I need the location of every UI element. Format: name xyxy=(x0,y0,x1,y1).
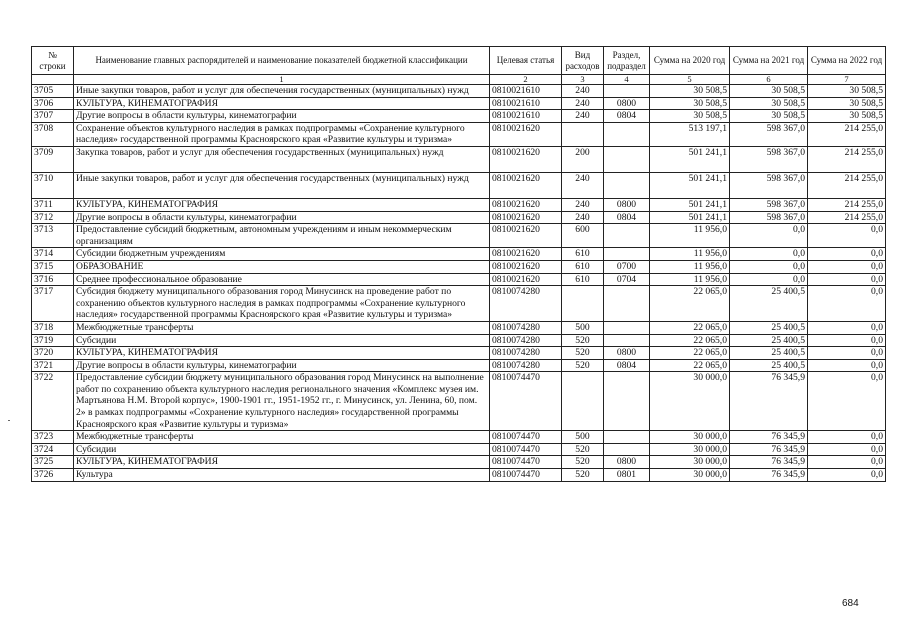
row-sum-2020: 30 000,0 xyxy=(650,443,730,456)
row-sum-2020: 22 065,0 xyxy=(650,321,730,334)
row-section xyxy=(604,443,650,456)
row-expense-type xyxy=(562,372,604,431)
row-sum-2020: 11 956,0 xyxy=(650,273,730,286)
table-row xyxy=(32,224,886,248)
row-number: 3716 xyxy=(32,273,74,286)
row-name: Закупка товаров, работ и услуг для обеспечения государственных (муниципальных) нужд xyxy=(74,146,490,172)
row-sum-2022: 0,0 xyxy=(808,224,886,248)
row-sum-2020: 11 956,0 xyxy=(650,260,730,273)
row-expense-type: 240 xyxy=(562,110,604,123)
row-name: Субсидии бюджетным учреждениям xyxy=(74,248,490,261)
row-expense-type: 520 xyxy=(562,456,604,469)
row-sum-2022: 0,0 xyxy=(808,359,886,372)
row-target: 0810021620 xyxy=(490,224,562,248)
row-sum-2022: 0,0 xyxy=(808,469,886,482)
row-sum-2021: 25 400,5 xyxy=(730,347,808,360)
row-sum-2020: 30 508,5 xyxy=(650,110,730,123)
row-number: 3718 xyxy=(32,321,74,334)
row-expense-type: 500 xyxy=(562,431,604,444)
row-sum-2020: 11 956,0 xyxy=(650,224,730,248)
row-section xyxy=(604,122,650,146)
row-expense-type xyxy=(562,122,604,146)
row-sum-2020: 22 065,0 xyxy=(650,286,730,322)
row-name: Иные закупки товаров, работ и услуг для обеспечения государственных (муниципальных) нужд xyxy=(74,85,490,98)
row-sum-2022: 0,0 xyxy=(808,334,886,347)
header-section: Раздел, подраздел xyxy=(604,47,650,75)
row-expense-type: 610 xyxy=(562,248,604,261)
header-expense-type: Вид расходов xyxy=(562,47,604,75)
row-target: 0810074470 xyxy=(490,431,562,444)
row-name: ОБРАЗОВАНИЕ xyxy=(74,260,490,273)
row-number: 3722 xyxy=(32,372,74,431)
row-sum-2020: 513 197,1 xyxy=(650,122,730,146)
row-sum-2021: 598 367,0 xyxy=(730,172,808,198)
row-target: 0810074280 xyxy=(490,334,562,347)
row-number: 3720 xyxy=(32,347,74,360)
row-sum-2021: 76 345,9 xyxy=(730,469,808,482)
row-sum-2022: 0,0 xyxy=(808,260,886,273)
table-row xyxy=(32,85,886,98)
row-sum-2021: 0,0 xyxy=(730,273,808,286)
table-row xyxy=(32,321,886,334)
row-sum-2021: 25 400,5 xyxy=(730,286,808,322)
row-number: 3726 xyxy=(32,469,74,482)
row-target: 0810021620 xyxy=(490,146,562,172)
row-section xyxy=(604,286,650,322)
column-number: 7 xyxy=(808,75,886,85)
row-number: 3725 xyxy=(32,456,74,469)
row-sum-2021: 598 367,0 xyxy=(730,146,808,172)
row-sum-2020: 22 065,0 xyxy=(650,347,730,360)
row-target: 0810074280 xyxy=(490,286,562,322)
row-sum-2022: 214 255,0 xyxy=(808,198,886,211)
row-name: Другие вопросы в области культуры, кинематографии xyxy=(74,110,490,123)
row-target: 0810021610 xyxy=(490,110,562,123)
row-sum-2021: 76 345,9 xyxy=(730,456,808,469)
row-section xyxy=(604,172,650,198)
row-sum-2020: 30 000,0 xyxy=(650,456,730,469)
row-number: 3710 xyxy=(32,172,74,198)
row-sum-2020: 30 508,5 xyxy=(650,97,730,110)
row-sum-2022: 0,0 xyxy=(808,321,886,334)
row-sum-2020: 30 000,0 xyxy=(650,372,730,431)
row-expense-type: 240 xyxy=(562,97,604,110)
row-expense-type: 500 xyxy=(562,321,604,334)
table-row xyxy=(32,122,886,146)
row-sum-2020: 30 000,0 xyxy=(650,431,730,444)
row-number: 3711 xyxy=(32,198,74,211)
row-name: Предоставление субсидии бюджету муниципального образования город Минусинск на выполнение работ по сохранению объекта культурного наследия регионального значения «Комплекс музея им. Мартьянова Н.М. Второй корпус», 1900-1901 гг., 1951-1952 гг., г. Минусинск, ул. Ленина, 60, пом. 2» в рамках подпрограммы «Сохранение культурного наследия» государственной программы Красноярского края «Развитие культуры и туризма» xyxy=(74,372,490,431)
row-sum-2021: 598 367,0 xyxy=(730,122,808,146)
row-target: 0810021620 xyxy=(490,211,562,224)
row-target: 0810074280 xyxy=(490,347,562,360)
row-number: 3709 xyxy=(32,146,74,172)
row-sum-2021: 76 345,9 xyxy=(730,431,808,444)
row-sum-2020: 22 065,0 xyxy=(650,334,730,347)
row-number: 3713 xyxy=(32,224,74,248)
table-row xyxy=(32,443,886,456)
table-row xyxy=(32,456,886,469)
table-row xyxy=(32,260,886,273)
row-sum-2020: 501 241,1 xyxy=(650,146,730,172)
table-row xyxy=(32,211,886,224)
row-sum-2020: 11 956,0 xyxy=(650,248,730,261)
header-sum-2021: Сумма на 2021 год xyxy=(730,47,808,75)
row-sum-2021: 25 400,5 xyxy=(730,359,808,372)
row-expense-type: 240 xyxy=(562,198,604,211)
row-sum-2020: 30 508,5 xyxy=(650,85,730,98)
row-name: Культура xyxy=(74,469,490,482)
row-target: 0810021620 xyxy=(490,273,562,286)
row-number: 3721 xyxy=(32,359,74,372)
row-number: 3717 xyxy=(32,286,74,322)
row-target: 0810074470 xyxy=(490,456,562,469)
row-sum-2021: 0,0 xyxy=(730,260,808,273)
table-row xyxy=(32,347,886,360)
row-target: 0810021620 xyxy=(490,172,562,198)
row-sum-2021: 76 345,9 xyxy=(730,372,808,431)
table-row xyxy=(32,172,886,198)
header-sum-2022: Сумма на 2022 год xyxy=(808,47,886,75)
table-row xyxy=(32,273,886,286)
column-number: 5 xyxy=(650,75,730,85)
row-sum-2020: 501 241,1 xyxy=(650,198,730,211)
table-body xyxy=(32,85,886,482)
row-sum-2020: 22 065,0 xyxy=(650,359,730,372)
row-number: 3724 xyxy=(32,443,74,456)
row-sum-2022: 214 255,0 xyxy=(808,122,886,146)
row-expense-type: 610 xyxy=(562,260,604,273)
row-target: 0810021620 xyxy=(490,198,562,211)
header-row-no: № строки xyxy=(32,47,74,75)
table-row xyxy=(32,110,886,123)
row-section xyxy=(604,85,650,98)
row-number: 3712 xyxy=(32,211,74,224)
row-sum-2021: 598 367,0 xyxy=(730,211,808,224)
row-expense-type: 520 xyxy=(562,469,604,482)
row-target: 0810021620 xyxy=(490,248,562,261)
row-target: 0810021620 xyxy=(490,260,562,273)
row-sum-2022: 30 508,5 xyxy=(808,110,886,123)
row-expense-type: 240 xyxy=(562,85,604,98)
table-row xyxy=(32,359,886,372)
table-row xyxy=(32,198,886,211)
row-sum-2022: 214 255,0 xyxy=(808,172,886,198)
row-expense-type: 240 xyxy=(562,172,604,198)
row-sum-2021: 76 345,9 xyxy=(730,443,808,456)
row-name: Другие вопросы в области культуры, кинематографии xyxy=(74,359,490,372)
row-number: 3719 xyxy=(32,334,74,347)
row-sum-2021: 30 508,5 xyxy=(730,85,808,98)
row-target: 0810021620 xyxy=(490,122,562,146)
row-sum-2022: 0,0 xyxy=(808,372,886,431)
row-sum-2021: 25 400,5 xyxy=(730,334,808,347)
row-name: КУЛЬТУРА, КИНЕМАТОГРАФИЯ xyxy=(74,97,490,110)
row-sum-2022: 0,0 xyxy=(808,456,886,469)
row-sum-2020: 501 241,1 xyxy=(650,211,730,224)
row-target: 0810074470 xyxy=(490,372,562,431)
row-expense-type xyxy=(562,286,604,322)
row-sum-2022: 0,0 xyxy=(808,286,886,322)
row-section: 0800 xyxy=(604,97,650,110)
row-sum-2022: 214 255,0 xyxy=(808,211,886,224)
table-row xyxy=(32,431,886,444)
column-number: 1 xyxy=(74,75,490,85)
row-section: 0801 xyxy=(604,469,650,482)
table-row xyxy=(32,286,886,322)
row-expense-type: 520 xyxy=(562,347,604,360)
table-row xyxy=(32,248,886,261)
column-number xyxy=(32,75,74,85)
row-expense-type: 240 xyxy=(562,211,604,224)
row-name: КУЛЬТУРА, КИНЕМАТОГРАФИЯ xyxy=(74,347,490,360)
table-row xyxy=(32,334,886,347)
row-sum-2021: 25 400,5 xyxy=(730,321,808,334)
row-section xyxy=(604,334,650,347)
row-number: 3708 xyxy=(32,122,74,146)
row-number: 3714 xyxy=(32,248,74,261)
row-section: 0800 xyxy=(604,347,650,360)
row-number: 3707 xyxy=(32,110,74,123)
row-sum-2020: 501 241,1 xyxy=(650,172,730,198)
row-name: КУЛЬТУРА, КИНЕМАТОГРАФИЯ xyxy=(74,198,490,211)
row-name: Сохранение объектов культурного наследия в рамках подпрограммы «Сохранение культурного наследия» государственной программы Красноярского края «Развитие культуры и туризма» xyxy=(74,122,490,146)
column-number-row xyxy=(32,75,886,85)
row-section: 0700 xyxy=(604,260,650,273)
row-sum-2022: 0,0 xyxy=(808,443,886,456)
row-name: Предоставление субсидий бюджетным, автономным учреждениям и иным некоммерческим организациям xyxy=(74,224,490,248)
row-section: 0800 xyxy=(604,456,650,469)
row-target: 0810021610 xyxy=(490,97,562,110)
row-expense-type: 520 xyxy=(562,443,604,456)
row-section xyxy=(604,321,650,334)
table-row xyxy=(32,372,886,431)
row-target: 0810021610 xyxy=(490,85,562,98)
row-sum-2021: 0,0 xyxy=(730,248,808,261)
scan-mark xyxy=(8,420,10,421)
row-sum-2022: 0,0 xyxy=(808,248,886,261)
row-sum-2021: 30 508,5 xyxy=(730,110,808,123)
row-name: Субсидии xyxy=(74,334,490,347)
budget-table xyxy=(31,46,886,482)
row-section: 0804 xyxy=(604,211,650,224)
row-name: Межбюджетные трансферты xyxy=(74,321,490,334)
row-expense-type: 200 xyxy=(562,146,604,172)
header-target: Целевая статья xyxy=(490,47,562,75)
column-number: 3 xyxy=(562,75,604,85)
row-name: Субсидия бюджету муниципального образования город Минусинск на проведение работ по сохранению объектов культурного наследия в рамках подпрограммы «Сохранение культурного наследия» государственной программы Красноярского края «Развитие культуры и туризма» xyxy=(74,286,490,322)
row-target: 0810074280 xyxy=(490,321,562,334)
row-target: 0810074470 xyxy=(490,443,562,456)
row-sum-2021: 30 508,5 xyxy=(730,97,808,110)
table-row xyxy=(32,146,886,172)
page-number: 684 xyxy=(842,598,859,609)
row-name: Иные закупки товаров, работ и услуг для обеспечения государственных (муниципальных) нужд xyxy=(74,172,490,198)
row-expense-type: 610 xyxy=(562,273,604,286)
row-sum-2020: 30 000,0 xyxy=(650,469,730,482)
row-section xyxy=(604,224,650,248)
row-name: Межбюджетные трансферты xyxy=(74,431,490,444)
row-sum-2022: 214 255,0 xyxy=(808,146,886,172)
row-section: 0800 xyxy=(604,198,650,211)
row-sum-2022: 30 508,5 xyxy=(808,85,886,98)
column-number: 2 xyxy=(490,75,562,85)
table-row xyxy=(32,97,886,110)
row-sum-2021: 0,0 xyxy=(730,224,808,248)
column-number: 4 xyxy=(604,75,650,85)
row-number: 3715 xyxy=(32,260,74,273)
row-section xyxy=(604,431,650,444)
row-section xyxy=(604,146,650,172)
row-number: 3723 xyxy=(32,431,74,444)
header-sum-2020: Сумма на 2020 год xyxy=(650,47,730,75)
table-header-row xyxy=(32,47,886,75)
row-expense-type: 520 xyxy=(562,359,604,372)
row-section: 0704 xyxy=(604,273,650,286)
table-row xyxy=(32,469,886,482)
row-name: Субсидии xyxy=(74,443,490,456)
row-name: Другие вопросы в области культуры, кинематографии xyxy=(74,211,490,224)
row-number: 3705 xyxy=(32,85,74,98)
row-expense-type: 600 xyxy=(562,224,604,248)
column-number: 6 xyxy=(730,75,808,85)
row-target: 0810074280 xyxy=(490,359,562,372)
row-section xyxy=(604,248,650,261)
row-sum-2022: 0,0 xyxy=(808,347,886,360)
row-number: 3706 xyxy=(32,97,74,110)
row-sum-2022: 30 508,5 xyxy=(808,97,886,110)
row-expense-type: 520 xyxy=(562,334,604,347)
row-sum-2022: 0,0 xyxy=(808,273,886,286)
header-name: Наименование главных распорядителей и наименование показателей бюджетной классификации xyxy=(74,47,490,75)
row-target: 0810074470 xyxy=(490,469,562,482)
row-sum-2022: 0,0 xyxy=(808,431,886,444)
row-sum-2021: 598 367,0 xyxy=(730,198,808,211)
row-section: 0804 xyxy=(604,110,650,123)
row-name: КУЛЬТУРА, КИНЕМАТОГРАФИЯ xyxy=(74,456,490,469)
row-name: Среднее профессиональное образование xyxy=(74,273,490,286)
row-section xyxy=(604,372,650,431)
row-section: 0804 xyxy=(604,359,650,372)
